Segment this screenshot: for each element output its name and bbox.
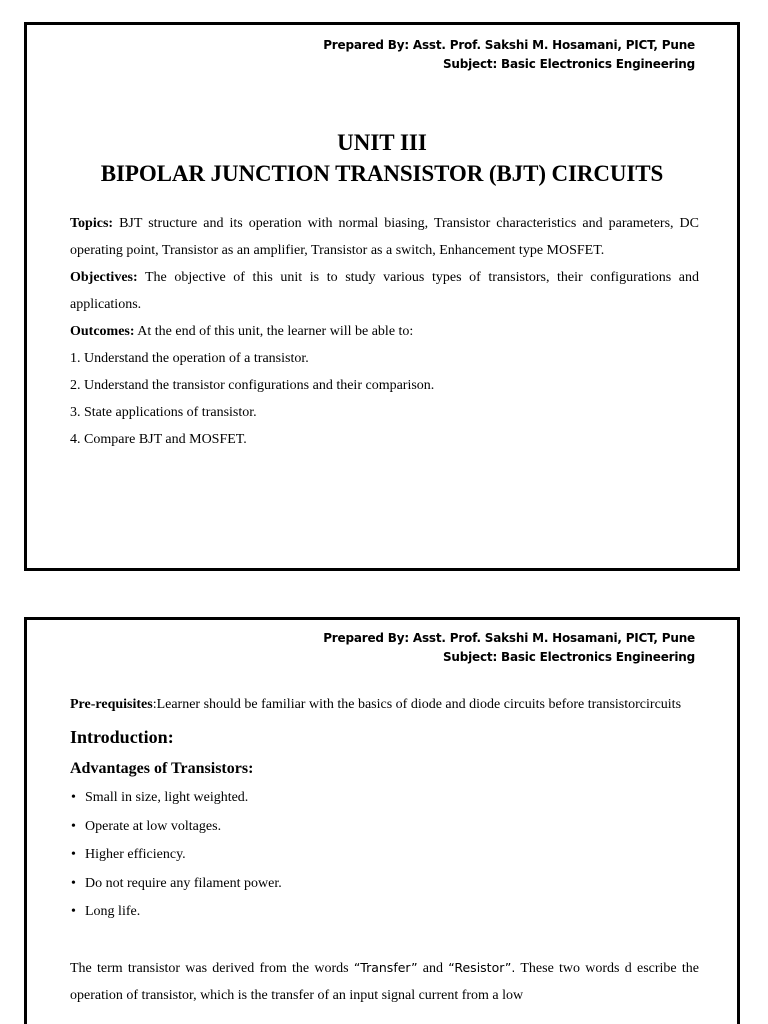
advantages-heading: Advantages of Transistors: bbox=[70, 760, 254, 777]
outcome-item: 3. State applications of transistor. bbox=[70, 405, 257, 420]
outcome-item: 2. Understand the transistor configurations and their comparison. bbox=[70, 378, 435, 393]
bullet-icon: • bbox=[71, 875, 76, 891]
advantages-list bbox=[70, 784, 699, 927]
prerequisites-label: Pre-requisites bbox=[70, 697, 153, 712]
document-page-2 bbox=[24, 617, 740, 1024]
prerequisites-paragraph bbox=[70, 691, 699, 718]
prepared-by-line: Prepared By: Asst. Prof. Sakshi M. Hosamani, PICT, Pune bbox=[323, 38, 695, 52]
prepared-by-line: Prepared By: Asst. Prof. Sakshi M. Hosamani, PICT, Pune bbox=[323, 631, 695, 645]
objectives-paragraph bbox=[70, 264, 699, 318]
introduction-heading: Introduction: bbox=[70, 727, 174, 747]
outcome-item: 4. Compare BJT and MOSFET. bbox=[70, 432, 247, 447]
page-body bbox=[70, 691, 699, 1009]
topics-label: Topics: bbox=[70, 216, 114, 231]
subject-line: Subject: Basic Electronics Engineering bbox=[442, 650, 695, 664]
bullet-icon: • bbox=[71, 790, 76, 805]
list-item: • Do not require any filament power. bbox=[70, 870, 699, 899]
unit-overview bbox=[70, 210, 699, 453]
outcome-item: 1. Understand the operation of a transistor. bbox=[70, 351, 309, 366]
outcomes-label: Outcomes: bbox=[70, 324, 135, 339]
list-item: • Small in size, light weighted. bbox=[70, 784, 699, 813]
bullet-icon: • bbox=[71, 904, 76, 919]
page-header bbox=[323, 36, 695, 74]
topics-text: BJT structure and its operation with normal biasing, Transistor characteristics and parameters, DC operating point, Transistor as an amplifier, Transistor as a switch, Enhancement type MOSFET. bbox=[70, 216, 699, 258]
bullet-icon: • bbox=[71, 847, 76, 862]
prerequisites-text: :Learner should be familiar with the basics of diode and diode circuits before transistorcircuits bbox=[152, 697, 682, 712]
bullet-icon: • bbox=[71, 818, 76, 834]
subject-line: Subject: Basic Electronics Engineering bbox=[442, 57, 695, 71]
objectives-text: The objective of this unit is to study various types of transistors, their configurations and applications. bbox=[70, 270, 699, 312]
document-page-1 bbox=[24, 22, 740, 571]
resistor-word: “Resistor”. bbox=[448, 959, 516, 975]
topics-paragraph bbox=[70, 210, 699, 264]
objectives-label: Objectives: bbox=[70, 270, 138, 285]
list-item: • Operate at low voltages. bbox=[70, 813, 699, 842]
unit-title bbox=[27, 127, 737, 189]
list-item: • Higher efficiency. bbox=[70, 841, 699, 870]
unit-heading: BIPOLAR JUNCTION TRANSISTOR (BJT) CIRCUITS bbox=[100, 161, 664, 186]
unit-number: UNIT III bbox=[337, 130, 427, 155]
paragraph-spacer bbox=[70, 927, 699, 954]
list-item: • Long life. bbox=[70, 898, 699, 927]
outcomes-paragraph bbox=[70, 318, 699, 345]
outcomes-text: At the end of this unit, the learner will be able to: bbox=[134, 324, 414, 339]
transistor-term-paragraph: The term transistor was derived from the words “Transfer” and “Resistor”. These two words d escribe the operation of transistor, which is the transfer of an input signal current from a low bbox=[70, 959, 699, 1003]
transfer-word: “Transfer” bbox=[353, 959, 418, 975]
page-header bbox=[323, 629, 695, 667]
